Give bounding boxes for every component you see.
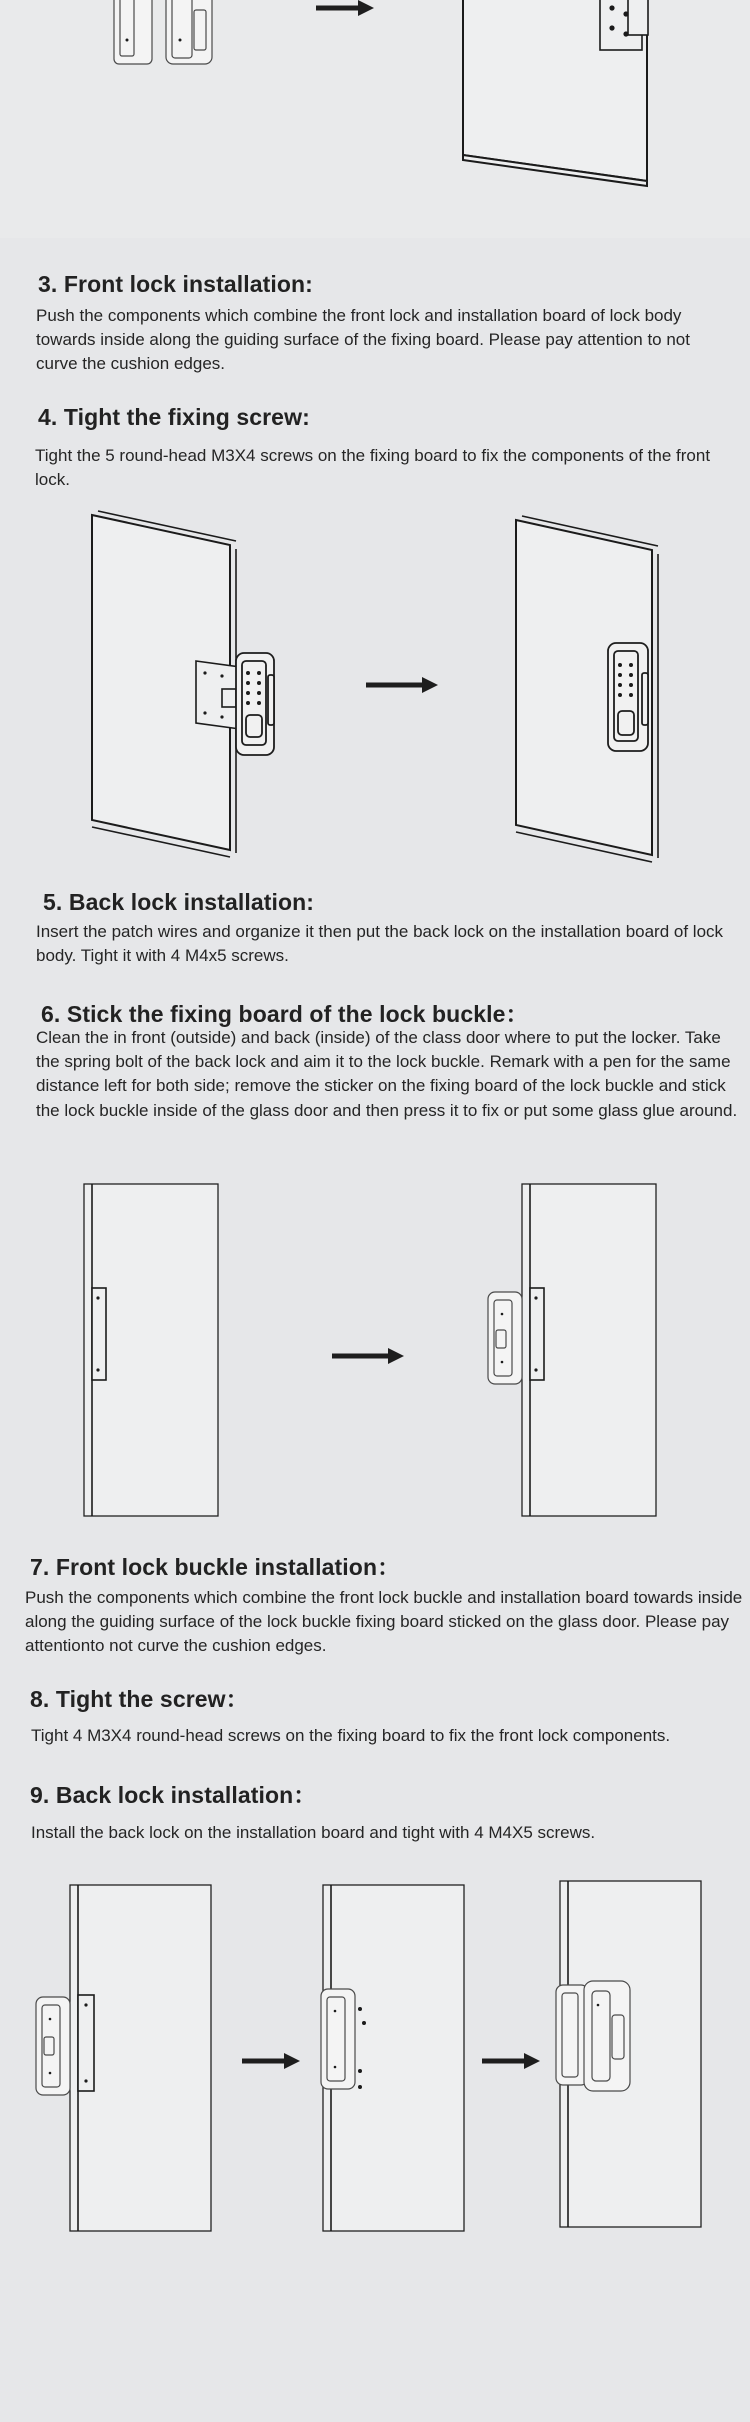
arrow-right-icon — [366, 677, 438, 693]
back-lock-installed — [556, 1981, 630, 2091]
smart-lock-device — [236, 653, 274, 755]
smart-lock-device-outline — [36, 1997, 70, 2095]
glass-door-1 — [70, 1885, 211, 2231]
smart-lock-device-installed — [608, 643, 648, 751]
step-8-title: 8. Tight the screw： — [30, 1686, 249, 1712]
step-9-title: 9. Back lock installation： — [30, 1782, 317, 1808]
figure-step4 — [0, 505, 750, 865]
figure-step2-end — [0, 0, 750, 200]
step-7-text: Push the components which combine the front lock buckle and installation board towards inside along the guiding surface of the lock buckle fixing board sticked on the glass door. Please pay attentionto not curve the cushion edges. — [25, 1588, 743, 1656]
step-8-text: Tight 4 M3X4 round-head screws on the fixing board to fix the front lock components. — [31, 1726, 671, 1745]
lock-components-pair — [114, 0, 212, 64]
step-7-title: 7. Front lock buckle installation： — [30, 1554, 401, 1580]
arrow-right-icon — [482, 2053, 540, 2069]
smart-lock-device-outline — [488, 1292, 522, 1384]
arrow-right-icon — [316, 0, 374, 16]
glass-door-right — [522, 1184, 656, 1516]
step-3-text: Push the components which combine the front lock and installation board of lock body towards inside along the guiding surface of the fixing board. Please pay attention to not curve the cushion edges. — [36, 306, 690, 374]
step-9-text: Install the back lock on the installation board and tight with 4 M4X5 screws. — [31, 1823, 596, 1842]
figure-step6 — [0, 1180, 750, 1520]
step-6-text: Clean the in front (outside) and back (inside) of the class door where to put the locker. Take the spring bolt of the back lock and aim it to the lock buckle. Remark with a pen for the same distance left for both side; remove the sticker on the fixing board of the lock buckle and stick the lock buckle inside of the glass door and then press it to fix or put some glass glue around. — [36, 1028, 738, 1120]
step-3-title: 3. Front lock installation: — [38, 271, 313, 297]
step-4-title: 4. Tight the fixing screw: — [38, 404, 310, 430]
glass-door — [463, 0, 648, 186]
step-5-text: Insert the patch wires and organize it then put the back lock on the installation board of lock body. Tight it with 4 M4x5 screws. — [36, 922, 724, 966]
step-6-title: 6. Stick the fixing board of the lock buckle： — [41, 1001, 529, 1027]
arrow-right-icon — [332, 1348, 404, 1364]
arrow-right-icon — [242, 2053, 300, 2069]
figure-step9 — [0, 1875, 750, 2235]
fixing-board-plate — [196, 661, 240, 729]
step-4-text: Tight the 5 round-head M3X4 screws on the fixing board to fix the components of the front lock. — [35, 446, 711, 490]
step-5-title: 5. Back lock installation: — [43, 889, 315, 915]
glass-door-left — [84, 1184, 218, 1516]
